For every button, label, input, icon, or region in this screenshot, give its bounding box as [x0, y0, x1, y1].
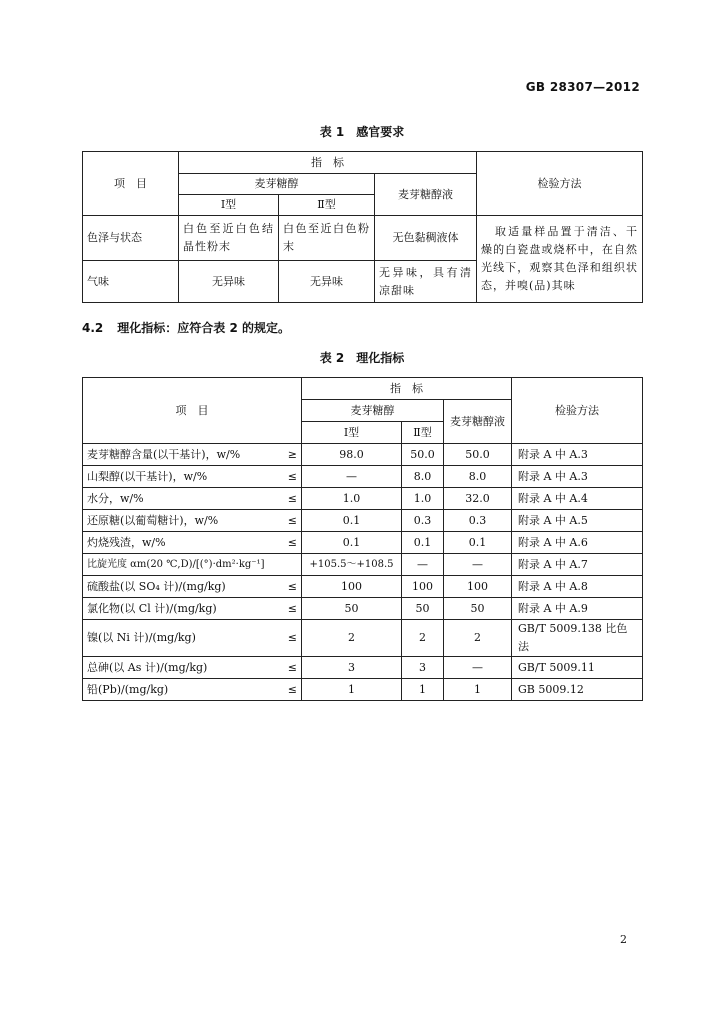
row-syrup: 2 [444, 620, 512, 657]
table1-caption: 表 1 感官要求 [319, 125, 405, 139]
row-type2: 1.0 [402, 488, 444, 510]
row-item [83, 576, 302, 598]
row-syrup: 无色黏稠液体 [375, 216, 477, 261]
row-item-label: 氯化物(以 Cl 计)/(mg/kg) [87, 601, 217, 615]
row-type1: 2 [302, 620, 402, 657]
row-type1: 白色至近白色结晶性粉末 [179, 216, 279, 261]
row-item-label: 山梨醇(以干基计)，w/% [87, 469, 208, 483]
table-row [83, 510, 643, 532]
table2-col-item: 项 目 [83, 378, 302, 444]
row-limit: ≥ [287, 447, 297, 461]
standard-number: GB 28307—2012 [525, 80, 640, 94]
clause-4-2 [82, 319, 290, 336]
table2-col-type1: Ⅰ型 [302, 422, 402, 444]
sensory-requirements-table [82, 151, 643, 303]
row-syrup: 无异味，具有清凉甜味 [375, 261, 477, 303]
row-type2: 白色至近白色粉末 [279, 216, 375, 261]
row-method: 取适量样品置于清洁、干燥的白瓷盘或烧杯中，在自然光线下，观察其色泽和组织状态，并嗅(品)其味 [477, 216, 643, 303]
row-item-label: 铅(Pb)/(mg/kg) [87, 682, 169, 696]
row-syrup: 32.0 [444, 488, 512, 510]
table2-header-row [83, 378, 643, 400]
table-row [83, 576, 643, 598]
clause-text: 理化指标：应符合表 2 的规定。 [117, 321, 290, 335]
row-type2: 8.0 [402, 466, 444, 488]
row-syrup: 50.0 [444, 444, 512, 466]
table-row [83, 554, 643, 576]
row-method: 附录 A 中 A.5 [512, 510, 643, 532]
row-item-label: 麦芽糖醇含量(以干基计)，w/% [87, 447, 241, 461]
row-type1: 50 [302, 598, 402, 620]
table-row [83, 488, 643, 510]
row-item [83, 444, 302, 466]
row-method: 附录 A 中 A.9 [512, 598, 643, 620]
row-syrup: — [444, 554, 512, 576]
row-limit: ≤ [287, 631, 297, 644]
table1-col-type2: Ⅱ型 [279, 195, 375, 216]
row-item [83, 488, 302, 510]
row-type2: 无异味 [279, 261, 375, 303]
row-item: 气味 [83, 261, 179, 303]
table1-col-method: 检验方法 [477, 152, 643, 216]
row-method: 附录 A 中 A.3 [512, 466, 643, 488]
row-syrup: — [444, 657, 512, 679]
row-type1: 100 [302, 576, 402, 598]
table2-col-method: 检验方法 [512, 378, 643, 444]
row-type1: 1 [302, 679, 402, 701]
row-item [83, 510, 302, 532]
row-item [83, 466, 302, 488]
row-item: 色泽与状态 [83, 216, 179, 261]
table2-col-index: 指 标 [302, 378, 512, 400]
row-method: 附录 A 中 A.4 [512, 488, 643, 510]
row-item-label: 灼烧残渣，w/% [87, 535, 166, 549]
row-limit: ≤ [287, 513, 297, 527]
row-limit: ≤ [287, 535, 297, 549]
row-syrup: 100 [444, 576, 512, 598]
table1-header-row [83, 152, 643, 174]
row-item-label: 总砷(以 As 计)/(mg/kg) [87, 660, 208, 674]
page-number: 2 [620, 933, 627, 946]
table1-col-index: 指 标 [179, 152, 477, 174]
table1-col-maltitol: 麦芽糖醇 [179, 174, 375, 195]
table2-caption: 表 2 理化指标 [319, 351, 405, 365]
physicochemical-indicators-table [82, 377, 643, 701]
row-type2: 3 [402, 657, 444, 679]
table-row [83, 444, 643, 466]
table-row [83, 657, 643, 679]
row-limit: ≤ [287, 491, 297, 505]
row-type1: 0.1 [302, 532, 402, 554]
row-method: GB/T 5009.138 比色法 [512, 620, 643, 657]
row-item-label: 比旋光度 αm(20 ℃,D)/[(°)·dm²·kg⁻¹] [87, 558, 265, 570]
row-syrup: 50 [444, 598, 512, 620]
table-row [83, 598, 643, 620]
row-type2: 50 [402, 598, 444, 620]
table-row [83, 532, 643, 554]
row-type1: — [302, 466, 402, 488]
row-syrup: 1 [444, 679, 512, 701]
row-syrup: 0.1 [444, 532, 512, 554]
row-method: 附录 A 中 A.7 [512, 554, 643, 576]
table-row [83, 620, 643, 657]
row-item [83, 598, 302, 620]
row-type2: 1 [402, 679, 444, 701]
row-type2: 2 [402, 620, 444, 657]
row-item-label: 水分，w/% [87, 491, 144, 505]
row-method: GB 5009.12 [512, 679, 643, 701]
row-item [83, 620, 302, 657]
row-limit: ≤ [287, 579, 297, 593]
row-type1: 1.0 [302, 488, 402, 510]
clause-number: 4.2 [82, 321, 104, 335]
table2-col-syrup: 麦芽糖醇液 [444, 400, 512, 444]
row-item [83, 554, 302, 576]
row-syrup: 0.3 [444, 510, 512, 532]
row-method: 附录 A 中 A.8 [512, 576, 643, 598]
row-syrup: 8.0 [444, 466, 512, 488]
row-item-label: 还原糖(以葡萄糖计)，w/% [87, 513, 219, 527]
table2-col-maltitol: 麦芽糖醇 [302, 400, 444, 422]
row-limit: ≤ [287, 601, 297, 615]
row-item [83, 657, 302, 679]
table-row [83, 679, 643, 701]
row-type1: 0.1 [302, 510, 402, 532]
row-limit: ≤ [287, 682, 297, 696]
row-type2: 0.3 [402, 510, 444, 532]
row-type2: — [402, 554, 444, 576]
table-row [83, 466, 643, 488]
table1-col-type1: Ⅰ型 [179, 195, 279, 216]
row-type1: +105.5～+108.5 [302, 554, 402, 576]
table-row [83, 216, 643, 261]
row-method: 附录 A 中 A.6 [512, 532, 643, 554]
row-item-label: 硫酸盐(以 SO₄ 计)/(mg/kg) [87, 579, 226, 593]
row-type2: 0.1 [402, 532, 444, 554]
row-type1: 无异味 [179, 261, 279, 303]
table2-col-type2: Ⅱ型 [402, 422, 444, 444]
row-method: GB/T 5009.11 [512, 657, 643, 679]
table1-col-item: 项 目 [83, 152, 179, 216]
row-item [83, 679, 302, 701]
row-limit: ≤ [287, 469, 297, 483]
row-type2: 50.0 [402, 444, 444, 466]
row-type2: 100 [402, 576, 444, 598]
row-item-label: 镍(以 Ni 计)/(mg/kg) [87, 631, 196, 644]
table1-col-syrup: 麦芽糖醇液 [375, 174, 477, 216]
row-method: 附录 A 中 A.3 [512, 444, 643, 466]
row-limit: ≤ [287, 660, 297, 674]
row-item [83, 532, 302, 554]
row-type1: 98.0 [302, 444, 402, 466]
row-type1: 3 [302, 657, 402, 679]
